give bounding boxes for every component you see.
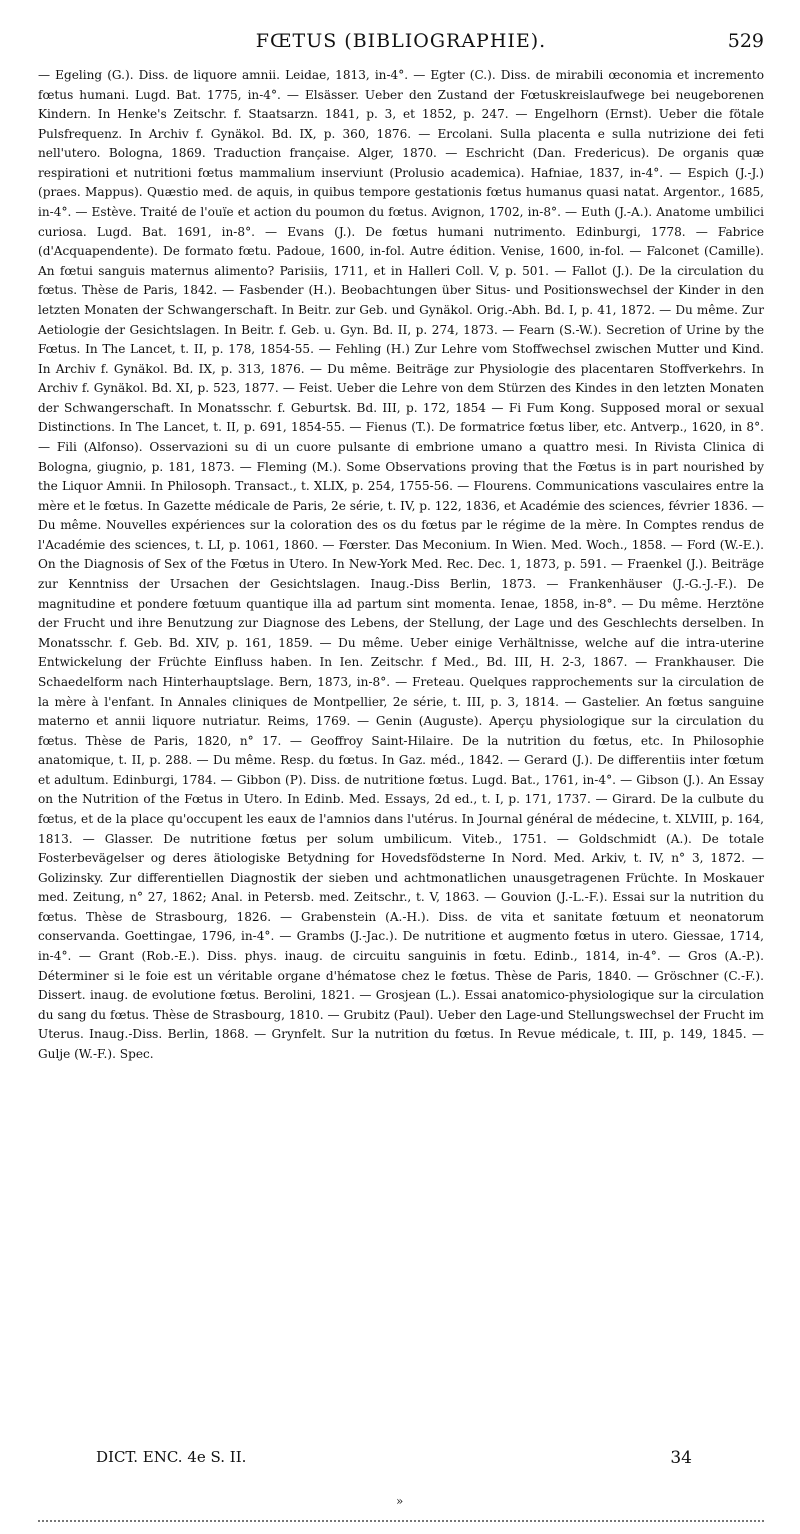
printer-signature: DICT. ENC. 4e S. II.: [96, 1448, 247, 1466]
running-title: FŒTUS (BIBLIOGRAPHIE).: [255, 30, 547, 52]
page-number: 529: [727, 30, 764, 52]
page-header: [38, 30, 764, 60]
page-footer: [38, 1448, 764, 1472]
bibliography-body: [38, 66, 764, 1064]
footer-mark: »: [396, 1494, 404, 1508]
dotted-rule: [38, 1520, 764, 1522]
bibliography-text: — Egeling (G.). Diss. de liquore amnii. Leidae, 1813, in-4°. — Egter (C.). Diss. de mirabili œconomia et incremento fœtus humani. Lugd. Bat. 1775, in-4°. — Elsässer. Ueber den Zustand der Fœtuskreislaufwege bei neugeborenen Kindern. In Henke's Zeitschr. f. Staatsarzn. 1841, p. 3, et 1852, p. 247. — Engelhorn (Ernst). Ueber die fötale Pulsfrequenz. In Archiv f. Gynäkol. Bd. IX, p. 360, 1876. — Ercolani. Sulla placenta e sulla nutrizione dei feti nell'utero. Bologna, 1869. Traduction française. Alger, 1870. — Eschricht (Dan. Fredericus). De organis quæ respirationi et nutritioni fœtus mammalium inserviunt (Prolusio academica). Hafniae, 1837, in-4°. — Espich (J.-J.) (praes. Mappus). Quæstio med. de aquis, in quibus tempore gestationis fœtus humanus quasi natat. Argentor., 1685, in-4°. — Estève. Traité de l'ouïe et action du poumon du fœtus. Avignon, 1702, in-8°. — Euth (J.-A.). Anatome umbilici curiosa. Lugd. Bat. 1691, in-8°. — Evans (J.). De fœtus humani nutrimento. Edinburgi, 1778. — Fabrice (d'Acquapendente). De formato fœtu. Padoue, 1600, in-fol. Autre édition. Venise, 1600, in-fol. — Falconet (Camille). An fœtui sanguis maternus alimento? Parisiis, 1711, et in Halleri Coll. V, p. 501. — Fallot (J.). De la circulation du fœtus. Thèse de Paris, 1842. — Fasbender (H.). Beobachtungen über Situs- und Positionswechsel der Kinder in den letzten Monaten der Schwangerschaft. In Beitr. zur Geb. und Gynäkol. Orig.-Abh. Bd. I, p. 41, 1872. — Du même. Zur Aetiologie der Gesichtslagen. In Beitr. f. Geb. u. Gyn. Bd. II, p. 274, 1873. — Fearn (S.-W.). Secretion of Urine by the Fœtus. In The Lancet, t. II, p. 178, 1854-55. — Fehling (H.) Zur Lehre vom Stoffwechsel zwischen Mutter und Kind. In Archiv f. Gynäkol. Bd. IX, p. 313, 1876. — Du même. Beiträge zur Physiologie des placentaren Stoffverkehrs. In Archiv f. Gynäkol. Bd. XI, p. 523, 1877. — Feist. Ueber die Lehre von dem Stürzen des Kindes in den letzten Monaten der Schwangerschaft. In Monatsschr. f. Geburtsk. Bd. III, p. 172, 1854 — Fi Fum Kong. Supposed moral or sexual Distinctions. In The Lancet, t. II, p. 691, 1854-55. — Fienus (T.). De formatrice fœtus liber, etc. Antverp., 1620, in 8°. — Fili (Alfonso). Osservazioni su di un cuore pulsante di embrione umano a quattro mesi. In Rivista Clinica di Bologna, giugnio, p. 181, 1873. — Fleming (M.). Some Observations proving that the Fœtus is in part nourished by the Liquor Amnii. In Philosoph. Transact., t. XLIX, p. 254, 1755-56. — Flourens. Communications vasculaires entre la mère et le fœtus. In Gazette médicale de Paris, 2e série, t. IV, p. 122, 1836, et Académie des sciences, février 1836. — Du même. Nouvelles expériences sur la coloration des os du fœtus par le régime de la mère. In Comptes rendus de l'Académie des sciences, t. LI, p. 1061, 1860. — Fœrster. Das Meconium. In Wien. Med. Woch., 1858. — Ford (W.-E.). On the Diagnosis of Sex of the Fœtus in Utero. In New-York Med. Rec. Dec. 1, 1873, p. 591. — Fraenkel (J.). Beiträge zur Kenntniss der Ursachen der Gesichtslagen. Inaug.-Diss Berlin, 1873. — Frankenhäuser (J.-G.-J.-F.). De magnitudine et pondere fœtuum quantique illa ad partum sint momenta. Ienae, 1858, in-8°. — Du même. Herztöne der Frucht und ihre Benutzung zur Diagnose des Lebens, der Stellung, der Lage und des Geschlechts derselben. In Monatsschr. f. Geb. Bd. XIV, p. 161, 1859. — Du même. Ueber einige Verhältnisse, welche auf die intra-uterine Entwickelung der Früchte Einfluss haben. In Ien. Zeitschr. f Med., Bd. III, H. 2-3, 1867. — Frankhauser. Die Schaedelform nach Hinterhauptslage. Bern, 1873, in-8°. — Freteau. Quelques rapprochements sur la circulation de la mère à l'enfant. In Annales cliniques de Montpellier, 2e série, t. III, p. 3, 1814. — Gastelier. An fœtus sanguine materno et annii liquore nutriatur. Reims, 1769. — Genin (Auguste). Aperçu physiologique sur la circulation du fœtus. Thèse de Paris, 1820, n° 17. — Geoffroy Saint-Hilaire. De la nutrition du fœtus, etc. In Philosophie anatomique, t. II, p. 288. — Du même. Resp. du fœtus. In Gaz. méd., 1842. — Gerard (J.). De differentiis inter fœtum et adultum. Edinburgi, 1784. — Gibbon (P). Diss. de nutritione fœtus. Lugd. Bat., 1761, in-4°. — Gibson (J.). An Essay on the Nutrition of the Fœtus in Utero. In Edinb. Med. Essays, 2d ed., t. I, p. 171, 1737. — Girard. De la culbute du fœtus, et de la place qu'occupent les eaux de l'amnios dans l'utérus. In Journal général de médecine, t. XLVIII, p. 164, 1813. — Glasser. De nutritione fœtus per solum umbilicum. Viteb., 1751. — Goldschmidt (A.). De totale Fosterbevägelser og deres ätiologiske Betydning for Hovedsfödsterne In Nord. Med. Arkiv, t. IV, n° 3, 1872. — Golizinsky. Zur differentiellen Diagnostik der sieben und achtmonatlichen unausgetragenen Früchte. In Moskauer med. Zeitung, n° 27, 1862; Anal. in Petersb. med. Zeitschr., t. V, 1863. — Gouvion (J.-L.-F.). Essai sur la nutrition du fœtus. Thèse de Strasbourg, 1826. — Grabenstein (A.-H.). Diss. de vita et sanitate fœtuum et neonatorum conservanda. Goettingae, 1796, in-4°. — Grambs (J.-Jac.). De nutritione et augmento fœtus in utero. Giessae, 1714, in-4°. — Grant (Rob.-E.). Diss. phys. inaug. de circuitu sanguinis in fœtu. Edinb., 1814, in-4°. — Gros (A.-P.). Déterminer si le foie est un véritable organe d'hématose chez le fœtus. Thèse de Paris, 1840. — Gröschner (C.-F.). Dissert. inaug. de evolutione fœtus. Berolini, 1821. — Grosjean (L.). Essai anatomico-physiologique sur la circulation du sang du fœtus. Thèse de Strasbourg, 1810. — Grubitz (Paul). Ueber den Lage-und Stellungswechsel der Frucht im Uterus. Inaug.-Diss. Berlin, 1868. — Grynfelt. Sur la nutrition du fœtus. In Revue médicale, t. III, p. 149, 1845. — Gulje (W.-F.). Spec.: [38, 68, 764, 1061]
sheet-number: 34: [670, 1448, 692, 1468]
